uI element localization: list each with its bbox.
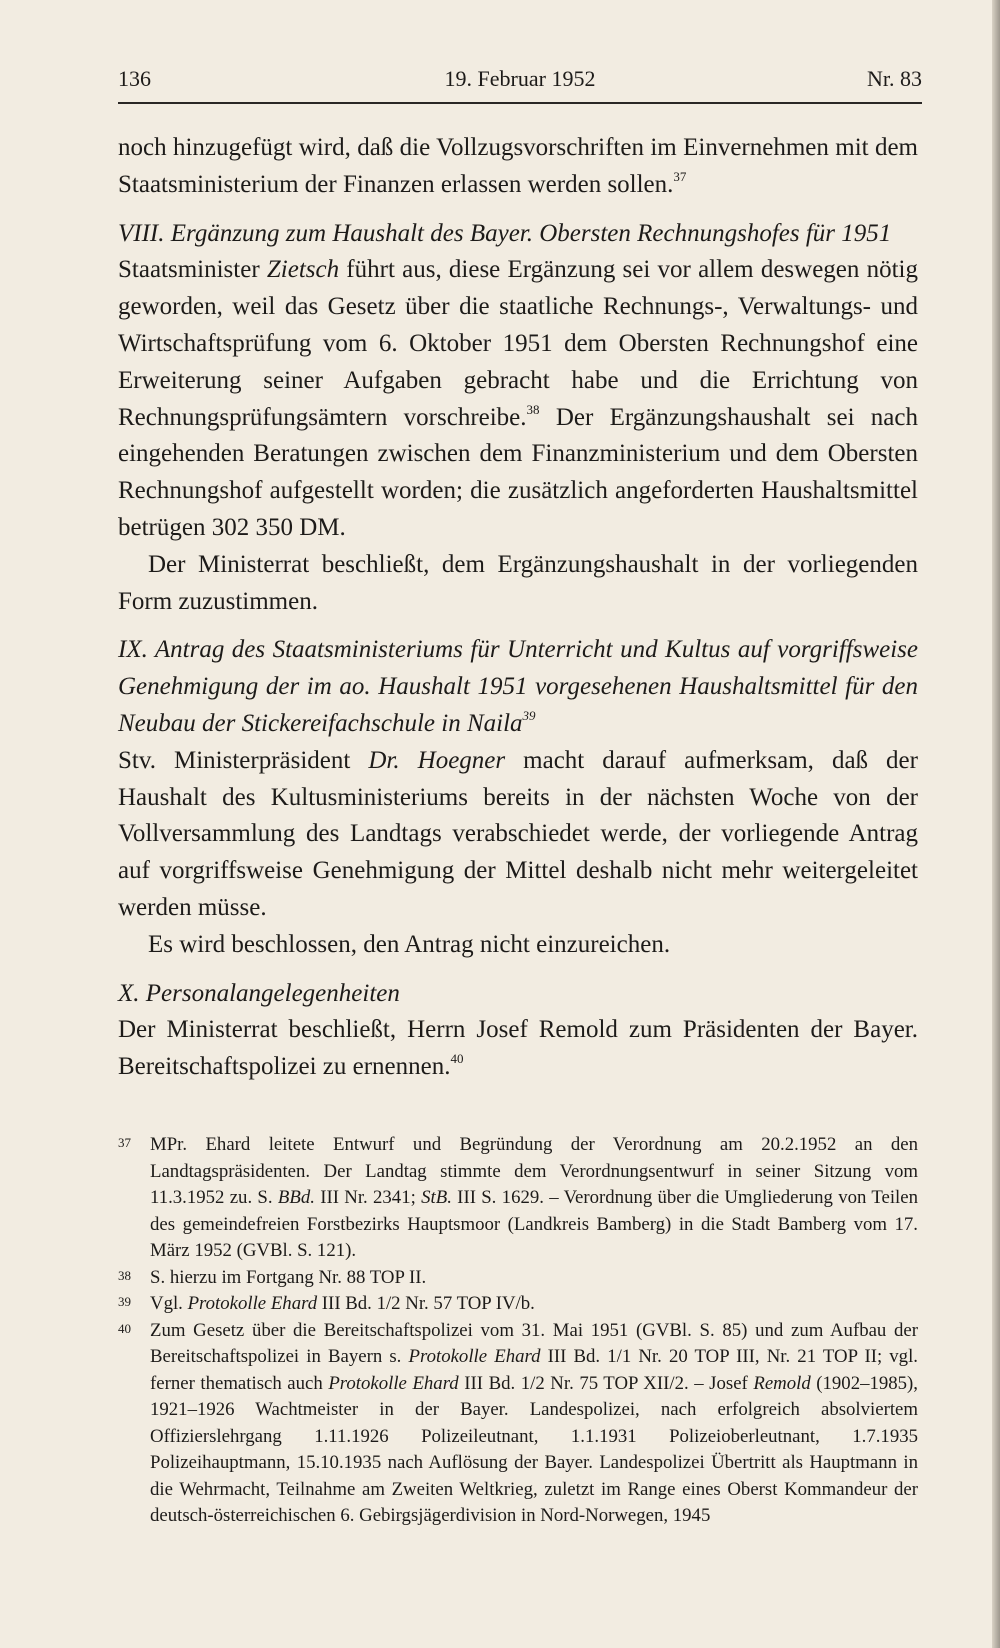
- text-run: Es wird beschlossen, den Antrag nicht einzureichen.: [148, 930, 671, 958]
- text-run: Der Ergänzungshaushalt sei nach eingehenden Beratungen zwischen dem Finanzministerium und dem Obersten Rechnungshof aufgestellt worden; die zusätzlich angeforderten Haushaltsmittel betrügen 302 350 DM.: [118, 403, 919, 541]
- footnotes: [118, 1132, 918, 1530]
- text-run: IX. Antrag des Staatsministeriums für Unterricht und Kultus auf vorgriffsweise Genehmigung der im ao. Haushalt 1951 vorgesehenen Haushaltsmittel für den Neubau der Stickereifachschule in Naila: [118, 636, 918, 737]
- footnote-number: 38: [118, 1267, 131, 1283]
- text-run: noch hinzugefügt wird, daß die Vollzugsvorschriften im Einvernehmen mit dem Staatsministerium der Finanzen erlassen werden sollen.: [118, 134, 918, 198]
- text-run: X. Personalangelegenheiten: [118, 979, 400, 1007]
- footnote: [118, 1318, 918, 1530]
- text-run: Vgl.: [150, 1293, 188, 1314]
- paragraph: [118, 547, 918, 621]
- footnote-number: 39: [118, 1294, 131, 1309]
- text-run: III Nr. 2341;: [314, 1187, 422, 1208]
- text-run: führt aus, diese Ergänzung sei vor allem deswegen nötig geworden, weil das Gesetz über die staatliche Rechnungs-, Verwaltungs- und Wirtschaftsprüfung vom 6. Oktober 1951 dem Obersten Rechnungshof eine Erweiterung seiner Aufgaben gebracht habe und die Errichtung von Rechnungsprüfungsämtern vorschreibe.: [118, 256, 918, 431]
- italic-text: StB.: [421, 1187, 452, 1208]
- text-run: Zum Gesetz über die Bereitschaftspolizei vom 31. Mai 1951 (GVBl. S. 85) und zum Aufbau der Bereitschaftspolizei in Bayern s.: [150, 1319, 918, 1367]
- footnote-text: [150, 1291, 918, 1318]
- text-run: III Bd. 1/2 Nr. 57 TOP IV/b.: [317, 1293, 535, 1314]
- footnote-reference: 37: [673, 168, 687, 184]
- text-run: S. hierzu im Fortgang Nr. 88 TOP II.: [150, 1266, 427, 1288]
- footnote-number: 40: [118, 1320, 131, 1336]
- italic-text: Protokolle Ehard: [187, 1293, 318, 1314]
- text-run: macht darauf aufmerksam, daß der Haushalt des Kultusministeriums bereits in der nächsten Woche von der Vollversammlung des Landtags verabschiedet werde, der vorliegende Antrag auf vorgriffsweise Genehmigung der Mittel deshalb nicht mehr weitergeleitet werden müsse.: [118, 746, 918, 921]
- paragraph: [118, 252, 918, 546]
- footnote-text: [150, 1132, 918, 1265]
- text-run: III Bd. 1/1 Nr. 20 TOP III, Nr. 21 TOP II; vgl. ferner thematisch auch: [150, 1346, 918, 1394]
- page-edge: [992, 0, 1000, 1648]
- footnote-text: [150, 1318, 918, 1530]
- paragraph: [118, 927, 918, 964]
- text-run: Staatsminister: [118, 256, 267, 284]
- italic-text: Remold: [753, 1372, 811, 1394]
- footnote-reference: 40: [450, 1051, 464, 1067]
- document-number: Nr. 83: [867, 66, 922, 91]
- paragraph: [118, 743, 918, 927]
- italic-text: BBd.: [277, 1187, 315, 1208]
- text-run: Der Ministerrat beschließt, dem Ergänzungshaushalt in der vorliegenden Form zuzustimmen.: [118, 550, 918, 615]
- footnote-text: [150, 1265, 918, 1292]
- footnote-reference: 38: [526, 401, 540, 417]
- page-number: 136: [118, 66, 151, 91]
- text-run: III Bd. 1/2 Nr. 75 TOP XII/2. – Josef: [458, 1372, 754, 1394]
- running-header: [118, 66, 922, 100]
- text-run: MPr. Ehard leitete Entwurf und Begründung der Verordnung am 20.2.1952 an den Landtagspräsidenten. Der Landtag stimmte dem Verordnungsentwurf in seiner Sitzung vom 11.3.1952 zu. S.: [150, 1134, 918, 1208]
- section-heading: [118, 216, 918, 253]
- body-text: [118, 130, 918, 1086]
- section-heading: [118, 976, 918, 1013]
- text-run: Der Ministerrat beschließt, Herrn Josef Remold zum Präsidenten der Bayer. Bereitschaftspolizei zu ernennen.: [118, 1016, 918, 1081]
- paragraph: [118, 1012, 918, 1086]
- footnote: [118, 1132, 918, 1265]
- italic-text: Dr. Hoegner: [368, 746, 506, 774]
- footnote-number: 37: [118, 1135, 131, 1150]
- paragraph: [118, 130, 918, 204]
- footnote: [118, 1265, 918, 1292]
- section-heading: [118, 632, 918, 742]
- italic-text: Protokolle Ehard: [328, 1372, 459, 1394]
- footnote-reference: 39: [522, 707, 536, 723]
- header-rule: [118, 102, 922, 104]
- text-run: (1902–1985), 1921–1926 Wachtmeister in der Bayer. Landespolizei, nach erfolgreich absolviertem Offizierslehrgang 1.11.1926 Polizeileutnant, 1.1.1931 Polizeioberleutnant, 1.7.1935 Polizeihauptmann, 15.10.1935 nach Auflösung der Bayer. Landespolizei Übertritt als Hauptmann in die Wehrmacht, Teilnahme am Zweiten Weltkrieg, zuletzt im Range eines Oberst Kommandeur der deutsch-österreichischen 6. Gebirgsjägerdivision in Nord-Norwegen, 1945: [150, 1372, 918, 1526]
- header-date: 19. Februar 1952: [444, 66, 596, 91]
- text-run: III S. 1629. – Verordnung über die Umgliederung von Teilen des gemeindefreien Forstbezirks Hauptsmoor (Landkreis Bamberg) in die Stadt Bamberg vom 17. März 1952 (GVBl. S. 121).: [150, 1187, 918, 1261]
- text-run: Stv. Ministerpräsident: [118, 746, 369, 774]
- italic-text: Protokolle Ehard: [408, 1346, 541, 1367]
- text-run: VIII. Ergänzung zum Haushalt des Bayer. Obersten Rechnungshofes für 1951: [118, 219, 892, 247]
- footnote: [118, 1291, 918, 1318]
- italic-text: Zietsch: [266, 256, 340, 284]
